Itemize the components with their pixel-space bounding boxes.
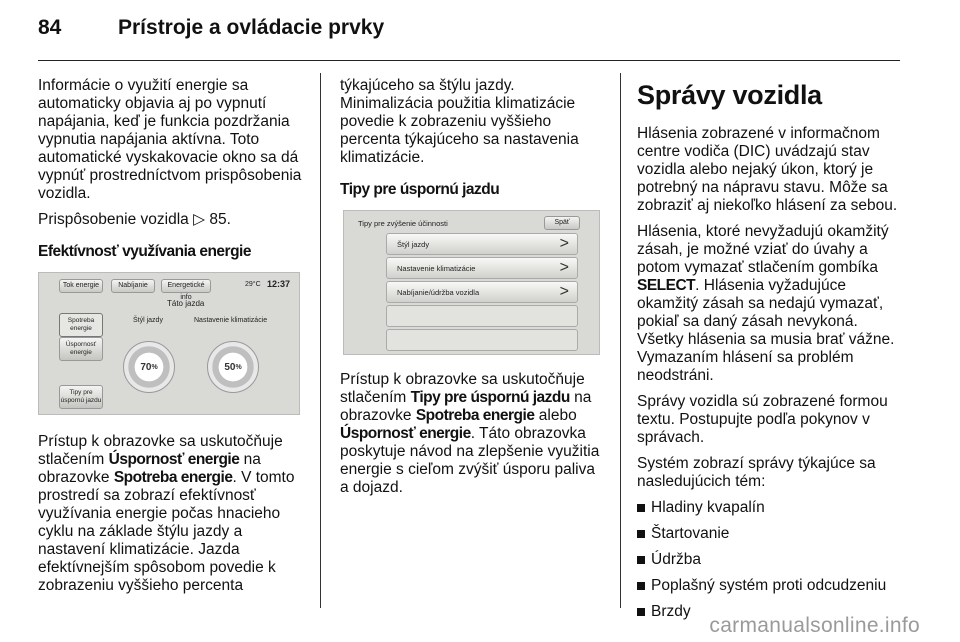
clock: 12:37 [267,279,291,289]
list-item: Poplašný systém proti odcudzeniu [637,577,907,595]
watermark: carmanualsonline.info [709,614,920,637]
paragraph-ref: Prispôsobenie vozidla ▷ 85. [38,211,231,228]
side-button-tips: Tipy pre úspornú jazdu [59,385,103,409]
tip-row-driving-style: Štýl jazdy > [386,233,578,255]
tip-row-climate: Nastavenie klimatizácie > [386,257,578,279]
paragraph: Informácie o využití energie sa automaticky objavia aj po vypnutí napájania, keď je funkcia pozdržania vypnutia napájania aktívna. Toto automatické vyskakovacie okno sa dá vypnúť prostredníctvom prispôsobenia vozidla. [38,77,302,202]
back-button: Späť [544,216,580,230]
column-separator-1 [320,73,321,608]
label-driving-style: Štýl jazdy [133,317,163,324]
header-rule [38,60,900,61]
gauge-driving-style: 70 % [123,341,175,393]
paragraph: Hlásenia zobrazené v informačnom centre vodiča (DIC) uvádzajú stav vozidla alebo nejaký úkon, ktorý je potrebný na nápravu stavu. Môže sa zobraziť aj niekoľko hlásení za sebou. [637,125,898,214]
tip-row-empty [386,305,578,327]
section-heading: Tipy pre úspornú jazdu [340,181,500,198]
side-button-consumption: Spotreba energie [59,313,103,337]
page-title: Prístroje a ovládacie prvky [118,16,385,39]
column-separator-2 [620,73,621,608]
chevron-right-icon: > [559,259,569,276]
arrow-ref-icon: ▷ [193,211,206,228]
section-heading: Efektívnosť využívania energie [38,243,251,260]
topic-list [637,499,907,621]
tab-charging: Nabíjanie [111,279,155,293]
list-item: Hladiny kvapalín [637,499,907,517]
paragraph: Prístup k obrazovke sa uskutočňuje stlačením Úspornosť energie na obrazovke Spotreba energie. V tomto prostredí sa zobrazí efektívnosť využívania energie počas hnacieho cyklu na základe štýlu jazdy a nastavení klimatizácie. Jazda efektívnejším spôsobom povedie k zobrazeniu vyššieho percenta [38,433,295,594]
paragraph: Prístup k obrazovke sa uskutočňuje stlačením Tipy pre úspornú jazdu na obrazovke Spotreba energie alebo Úspornosť energie. Táto obrazovka poskytuje návod na zlepšenie využitia energie s cieľom zvýšiť úsporu paliva a dojazd. [340,371,600,496]
screen-title: Tipy pre zvýšenie účinnosti [358,219,448,228]
list-item: Štartovanie [637,525,907,543]
tab-energy-flow: Tok energie [59,279,103,293]
list-item: Údržba [637,551,907,569]
list-item: Brzdy [637,603,907,621]
chevron-right-icon: > [559,283,569,300]
paragraph: Systém zobrazí správy týkajúce sa nasledujúcich tém: [637,455,876,490]
label-climate: Nastavenie klimatizácie [194,317,268,324]
side-button-efficiency: Úspornosť energie [59,337,103,361]
tab-energy-info: Energetické info [161,279,211,293]
tip-row-empty [386,329,578,351]
eco-tips-screenshot [343,210,600,355]
paragraph: Hlásenia, ktoré nevyžadujú okamžitý zásah, je možné vziať do úvahy a potom vymazať stlačením gombíka SELECT. Hlásenia vyžadujúce okamžitý zásah sa nedajú vymazať, pokiaľ sa daný zásah nevykoná. Všetky hlásenia sa musia brať vážne. Vymazaním hlásení sa problém neodstráni. [637,223,895,384]
chevron-right-icon: > [559,235,569,252]
page-number: 84 [38,16,62,39]
column-3 [637,77,907,629]
paragraph: Správy vozidla sú zobrazené formou textu. Postupujte podľa pokynov v správach. [637,393,888,446]
energy-efficiency-screenshot [38,272,300,415]
gauge-climate: 50 % [207,341,259,393]
section-heading-main: Správy vozidla [637,80,822,110]
tip-row-charging: Nabíjanie/údržba vozidla > [386,281,578,303]
paragraph: týkajúceho sa štýlu jazdy. Minimalizácia použitia klimatizácie povedie k zobrazeniu vyššieho percenta týkajúceho sa nastavenia klimatizácie. [340,77,579,166]
panel-title: Táto jazda [167,299,205,308]
temperature: 29°C [245,281,261,288]
